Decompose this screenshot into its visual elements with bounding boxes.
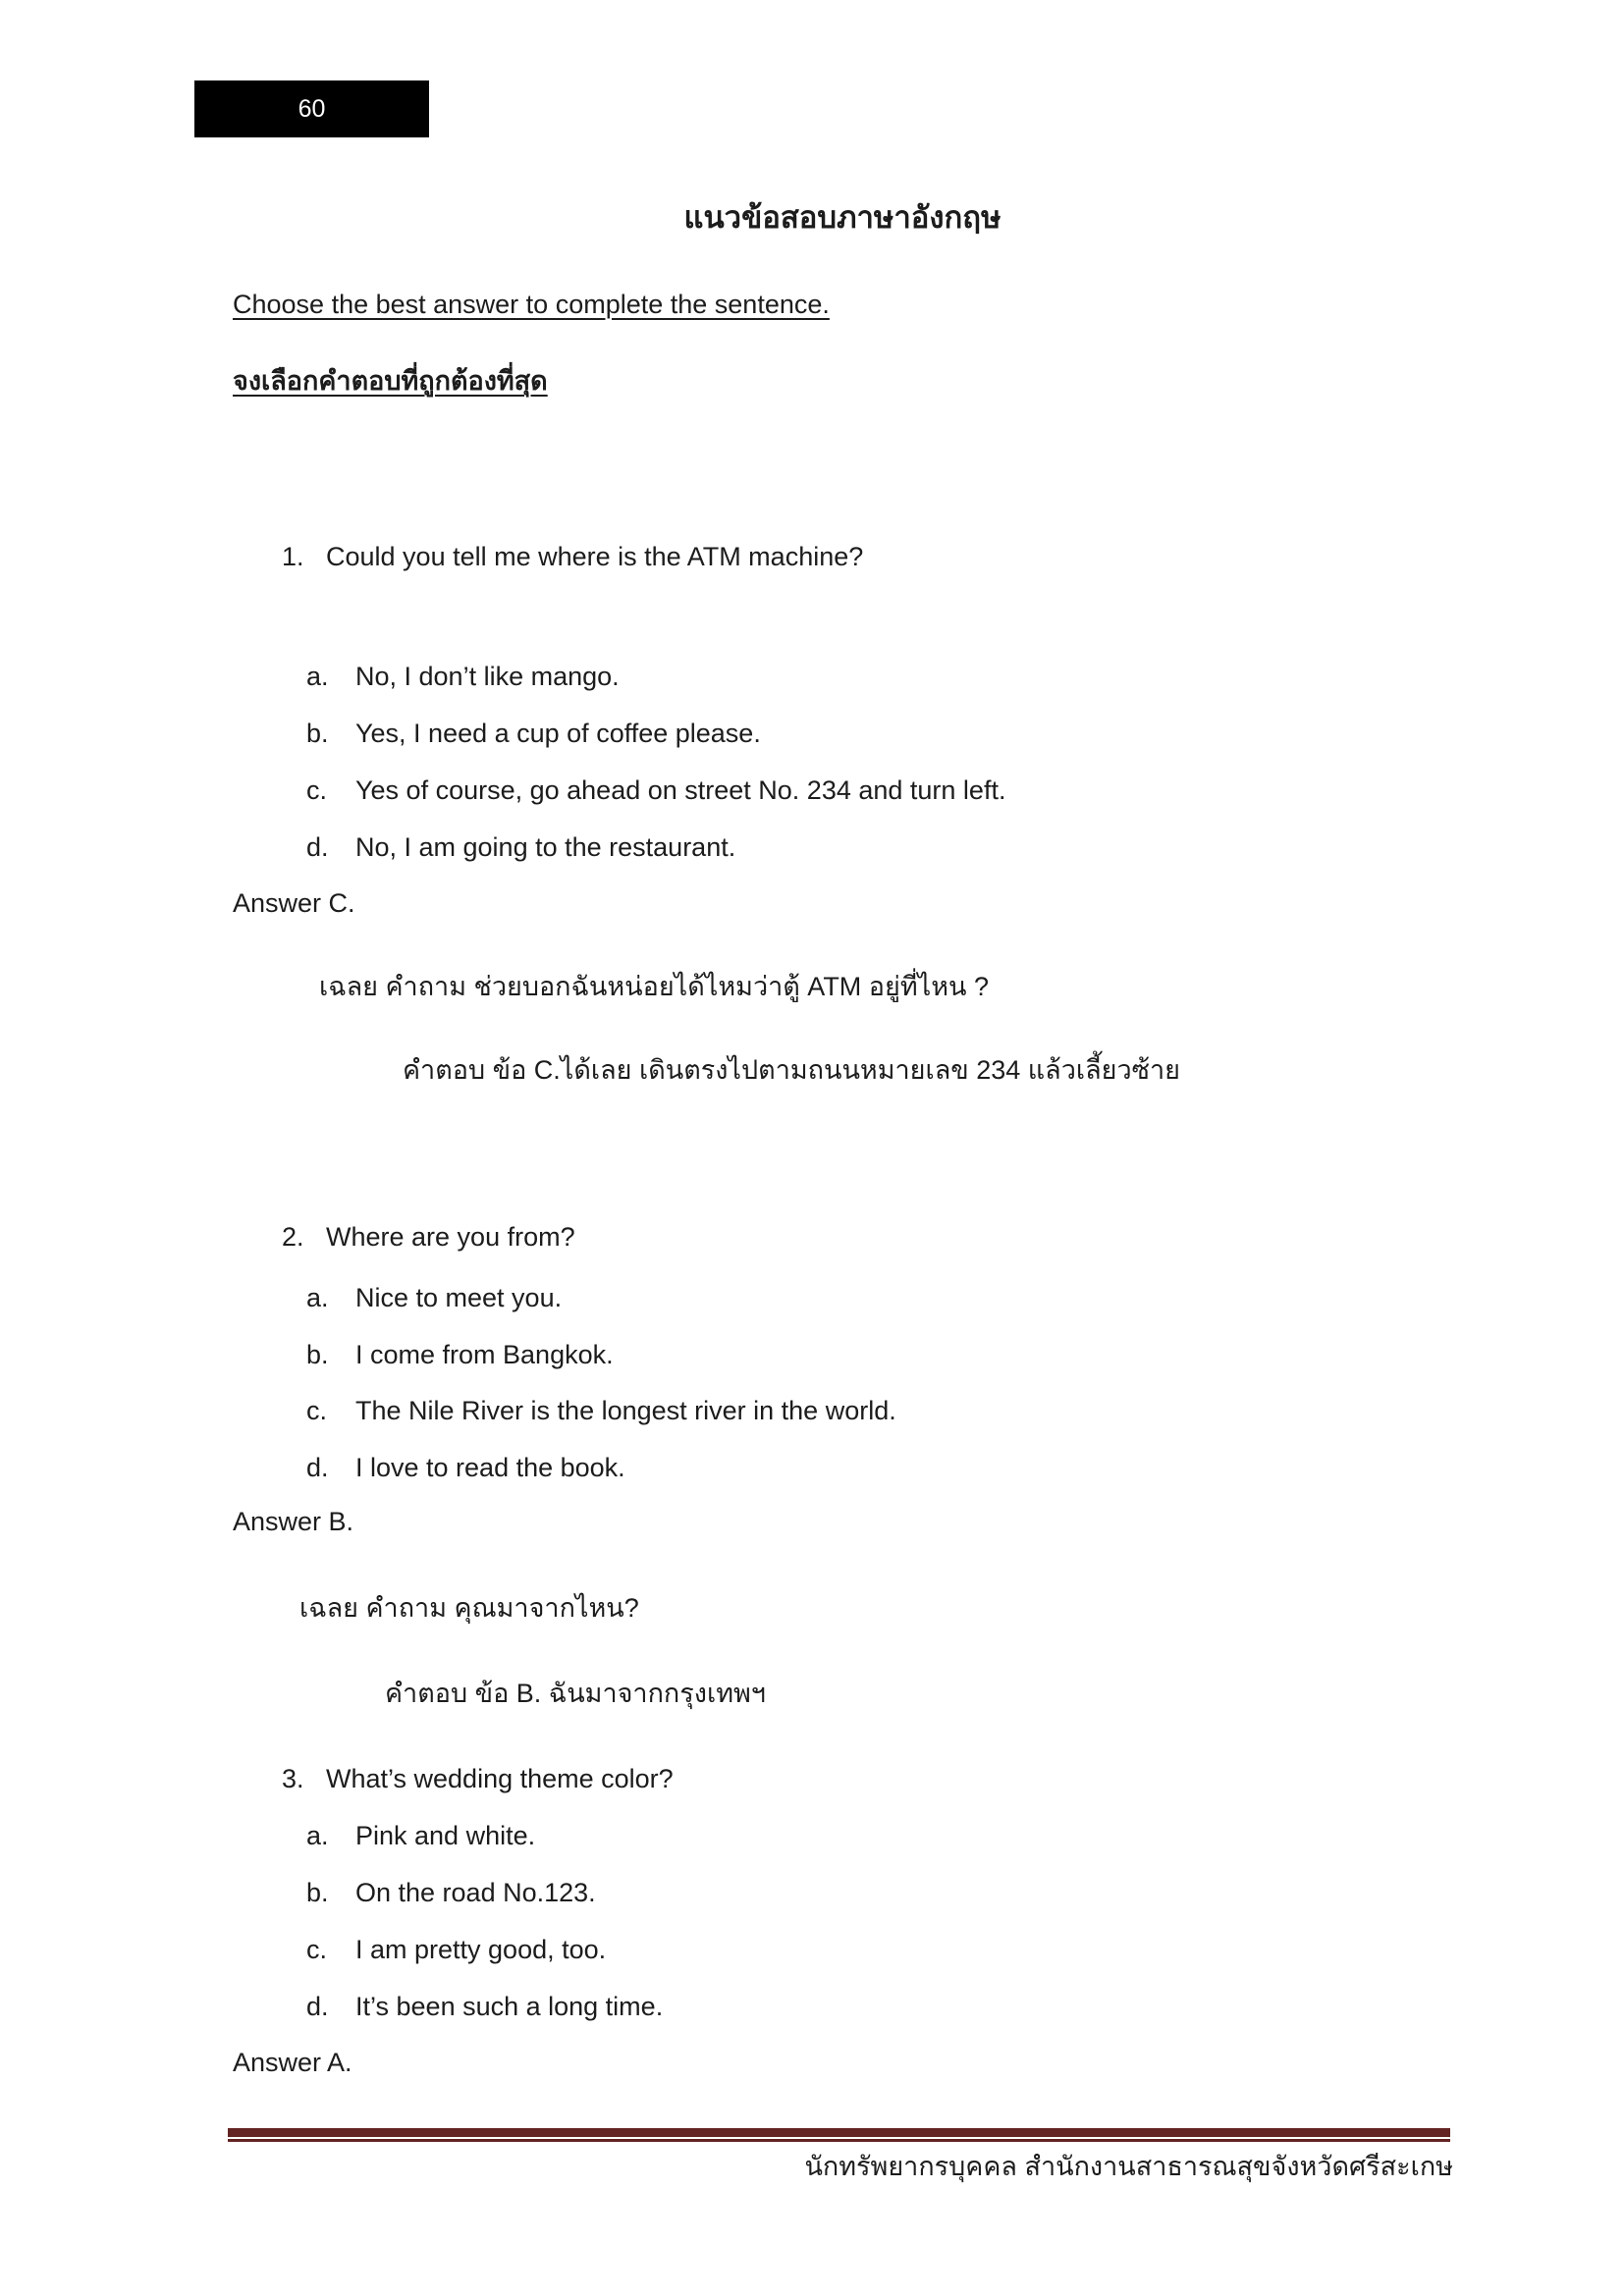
question-3-text: What’s wedding theme color? [326, 1764, 674, 1793]
option-letter: d. [306, 832, 329, 862]
option-letter: a. [306, 1283, 329, 1312]
option-text: Nice to meet you. [355, 1283, 563, 1312]
question-3-answer-row [0, 2045, 1624, 2082]
question-3-option-c [0, 1932, 1624, 1969]
question-2-answer: Answer B. [233, 1507, 354, 1536]
question-1-text: Could you tell me where is the ATM machine? [326, 542, 864, 571]
option-text: No, I am going to the restaurant. [355, 832, 736, 862]
question-1-option-c [0, 773, 1624, 810]
option-text: Yes, I need a cup of coffee please. [355, 719, 761, 748]
question-2-answer-row [0, 1504, 1624, 1541]
question-1-explanation-answer-row [0, 1052, 1624, 1090]
option-letter: b. [306, 1878, 329, 1907]
question-2-option-d [0, 1450, 1624, 1487]
option-letter: d. [306, 1992, 329, 2021]
page-number-box [194, 80, 429, 137]
question-3-number: 3. [282, 1764, 304, 1793]
option-text: I love to read the book. [355, 1453, 625, 1482]
instruction-thai-row [0, 363, 1624, 400]
option-letter: c. [306, 775, 328, 805]
question-2-option-c [0, 1393, 1624, 1430]
question-3-row [0, 1761, 1624, 1798]
question-1-option-b [0, 716, 1624, 753]
question-3-option-b [0, 1875, 1624, 1912]
question-1-answer: Answer C. [233, 888, 355, 918]
option-text: It’s been such a long time. [355, 1992, 664, 2021]
question-3-option-d [0, 1989, 1624, 2026]
footer-divider-thin-line [228, 2139, 1450, 2142]
option-text: I come from Bangkok. [355, 1340, 614, 1369]
question-2-text: Where are you from? [326, 1222, 575, 1252]
question-1-option-a [0, 659, 1624, 696]
option-letter: c. [306, 1935, 328, 1964]
page-number: 60 [298, 94, 326, 123]
option-text: Pink and white. [355, 1821, 536, 1850]
instruction-english: Choose the best answer to complete the sentence. [233, 290, 830, 319]
question-3-option-a [0, 1818, 1624, 1855]
option-text: No, I don’t like mango. [355, 662, 620, 691]
footer-divider-thick-line [228, 2128, 1450, 2137]
question-3-answer: Answer A. [233, 2048, 352, 2077]
question-1-explanation-answer: คำตอบ ข้อ C.ได้เลย เดินตรงไปตามถนนหมายเลข 234 แล้วเลี้ยวซ้าย [403, 1055, 1180, 1085]
instruction-thai: จงเลือกคำตอบที่ถูกต้องที่สุด [233, 366, 548, 396]
question-2-option-b [0, 1337, 1624, 1374]
footer-text: นักทรัพยากรบุคคล สำนักงานสาธารณสุขจังหวัดศรีสะเกษ [804, 2152, 1453, 2181]
question-2-explanation-answer: คำตอบ ข้อ B. ฉันมาจากกรุงเทพฯ [385, 1679, 766, 1708]
question-2-explanation-question-row [0, 1590, 1624, 1628]
question-2-number: 2. [282, 1222, 304, 1252]
question-2-explanation-answer-row [0, 1676, 1624, 1713]
question-1-row [0, 539, 1624, 576]
question-1-explanation-question: เฉลย คำถาม ช่วยบอกฉันหน่อยได้ไหมว่าตู้ ATM อยู่ที่ไหน ? [319, 972, 989, 1001]
question-2-row [0, 1219, 1624, 1256]
question-1-explanation-question-row [0, 969, 1624, 1006]
option-letter: d. [306, 1453, 329, 1482]
question-1-number: 1. [282, 542, 304, 571]
page-title: แนวข้อสอบภาษาอังกฤษ [683, 200, 1001, 235]
question-2-option-a [0, 1280, 1624, 1317]
option-text: I am pretty good, too. [355, 1935, 607, 1964]
question-1-option-d [0, 829, 1624, 867]
option-text: On the road No.123. [355, 1878, 596, 1907]
option-letter: b. [306, 719, 329, 748]
option-text: The Nile River is the longest river in the world. [355, 1396, 896, 1425]
option-letter: a. [306, 662, 329, 691]
instruction-english-row [0, 287, 1624, 324]
question-2-explanation-question: เฉลย คำถาม คุณมาจากไหน? [299, 1593, 639, 1623]
option-text: Yes of course, go ahead on street No. 234 and turn left. [355, 775, 1006, 805]
option-letter: b. [306, 1340, 329, 1369]
option-letter: a. [306, 1821, 329, 1850]
footer-divider [228, 2128, 1450, 2142]
question-1-answer-row [0, 885, 1624, 923]
option-letter: c. [306, 1396, 328, 1425]
